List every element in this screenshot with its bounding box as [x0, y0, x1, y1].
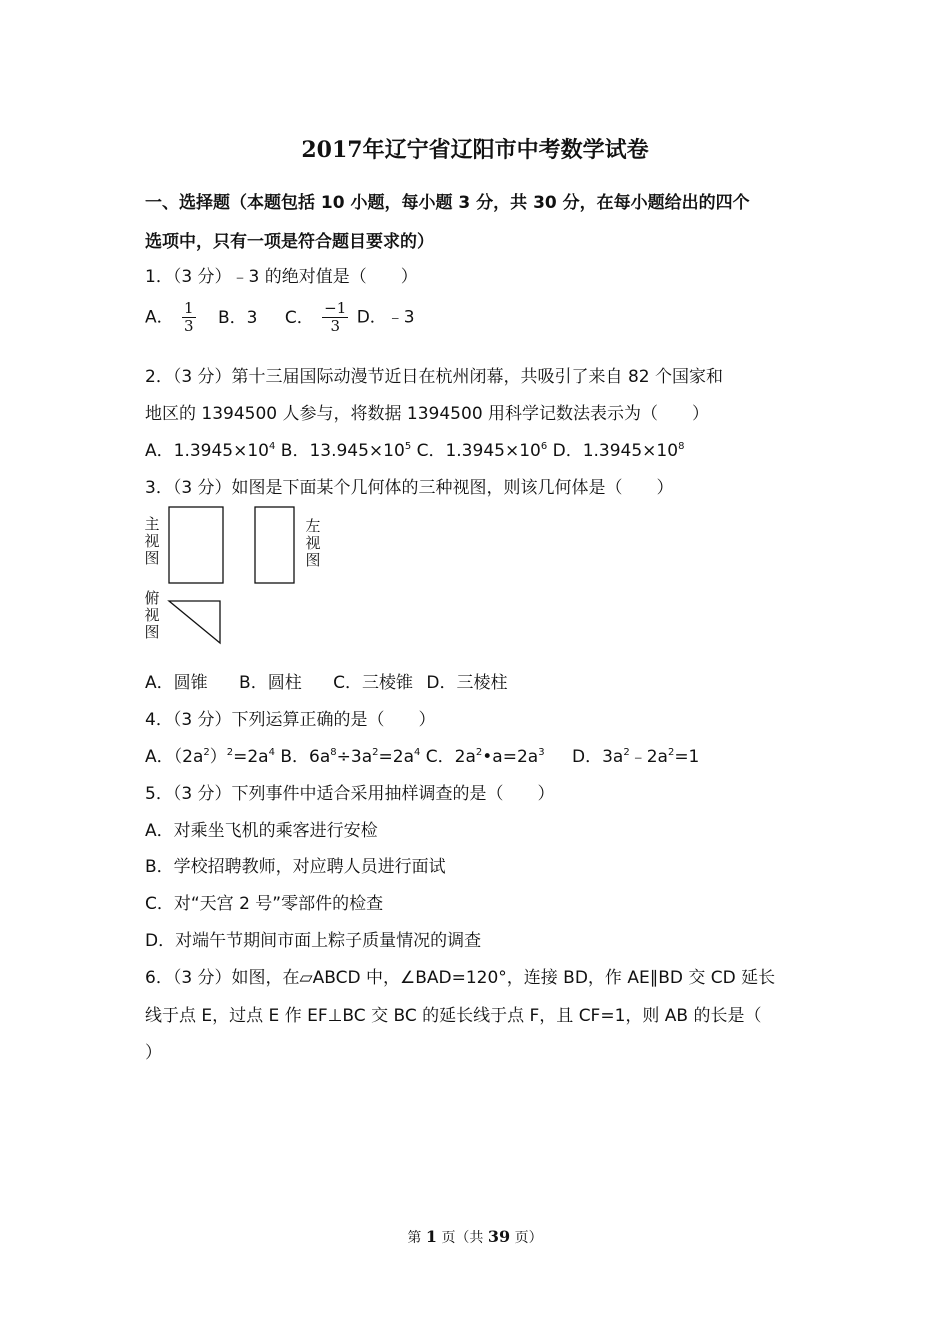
footer-middle: 页（共	[441, 1230, 484, 1246]
q6-stem-line1: 6．（3 分）如图，在▱ABCD 中，∠BAD=120°，连接 BD，作 AE∥BD 交 CD 延长	[145, 968, 776, 988]
section-heading-line1: 一、选择题（本题包括 10 小题，每小题 3 分，共 30 分，在每小题给出的四个	[145, 193, 750, 213]
q1-option-c-prefix: C．	[284, 307, 314, 328]
q2-option-c: C．$1.3945\times 10^6$	[416, 441, 548, 461]
q5-option-a: A．对乘坐飞机的乘客进行安检	[145, 821, 378, 841]
q1-stem: 1．（3 分）﹣3 的绝对值是（ ）	[145, 267, 418, 287]
q4-option-a: A．$(2a^2)^2=2a^4$	[145, 747, 275, 767]
left-view-label: 左视图	[305, 517, 321, 569]
q6-stem-line2: 线于点 E，过点 E 作 EF⊥BC 交 BC 的延长线于点 F，且 CF=1，则 AB 的长是（	[145, 1006, 762, 1026]
q1-option-d: D．﹣3	[356, 307, 415, 328]
q3-stem: 3．（3 分）如图是下面某个几何体的三种视图，则该几何体是（ ）	[145, 478, 674, 498]
three-views-figure	[160, 500, 310, 650]
page-title: 2017年辽宁省辽阳市中考数学试卷	[301, 137, 649, 163]
q2-option-b: B．$13.945\times 10^5$	[280, 441, 412, 461]
q2-option-a: A．$1.3945\times 10^4$	[145, 441, 276, 461]
top-view-triangle	[169, 601, 220, 643]
section-heading-line2: 选项中，只有一项是符合题目要求的）	[145, 232, 434, 252]
q5-option-d: D．对端午节期间市面上粽子质量情况的调查	[145, 931, 482, 951]
q4-option-b: B．$6a^8\div 3a^2=2a^4$	[280, 747, 421, 767]
footer-suffix: 页）	[514, 1230, 543, 1246]
footer-total-pages: 39	[487, 1227, 511, 1246]
q4-stem: 4．（3 分）下列运算正确的是（ ）	[145, 710, 436, 730]
q3-options	[145, 668, 508, 693]
q4-option-d: D．$3a^2﹣2a^2=1$	[572, 747, 700, 767]
q3-option-a: A．圆锥	[145, 673, 208, 693]
q1-option-c-fraction	[322, 300, 348, 335]
top-view-label: 俯视图	[144, 589, 160, 641]
q3-option-d: D．三棱柱	[426, 673, 508, 693]
q1-option-a-denominator: 3	[184, 317, 194, 335]
q3-option-b: B．圆柱	[239, 673, 302, 693]
q4-options	[145, 742, 699, 767]
q1-options	[145, 300, 415, 335]
q3-option-c: C．三棱锥	[333, 673, 413, 693]
footer-page-number: 1	[425, 1227, 437, 1246]
footer-prefix: 第	[407, 1230, 422, 1246]
q2-stem-line1: 2．（3 分）第十三届国际动漫节近日在杭州闭幕，共吸引了来自 82 个国家和	[145, 367, 723, 387]
page-footer	[0, 1227, 950, 1247]
q1-option-a-prefix: A．	[145, 307, 174, 328]
q4-option-c: C．$2a^2•a=2a^3$	[425, 747, 545, 767]
front-view-rectangle	[169, 507, 223, 583]
q1-option-c-denominator: 3	[330, 317, 340, 335]
q1-option-c-numerator: −1	[324, 299, 347, 317]
q6-stem-line3: ）	[145, 1043, 162, 1063]
q2-stem-line2: 地区的 1394500 人参与，将数据 1394500 用科学记数法表示为（ ）	[145, 404, 710, 424]
front-view-label: 主视图	[144, 515, 160, 567]
q5-option-b: B．学校招聘教师，对应聘人员进行面试	[145, 857, 446, 877]
q1-option-b: B．3	[218, 307, 258, 328]
q1-option-a-numerator: 1	[184, 299, 194, 317]
q5-stem: 5．（3 分）下列事件中适合采用抽样调查的是（ ）	[145, 784, 555, 804]
q5-option-c: C．对“天宫 2 号”零部件的检查	[145, 894, 384, 914]
left-view-rectangle	[255, 507, 294, 583]
q1-option-a-fraction	[182, 300, 196, 335]
q2-options	[145, 436, 684, 461]
q2-option-d: D．$1.3945\times 10^8$	[552, 441, 685, 461]
